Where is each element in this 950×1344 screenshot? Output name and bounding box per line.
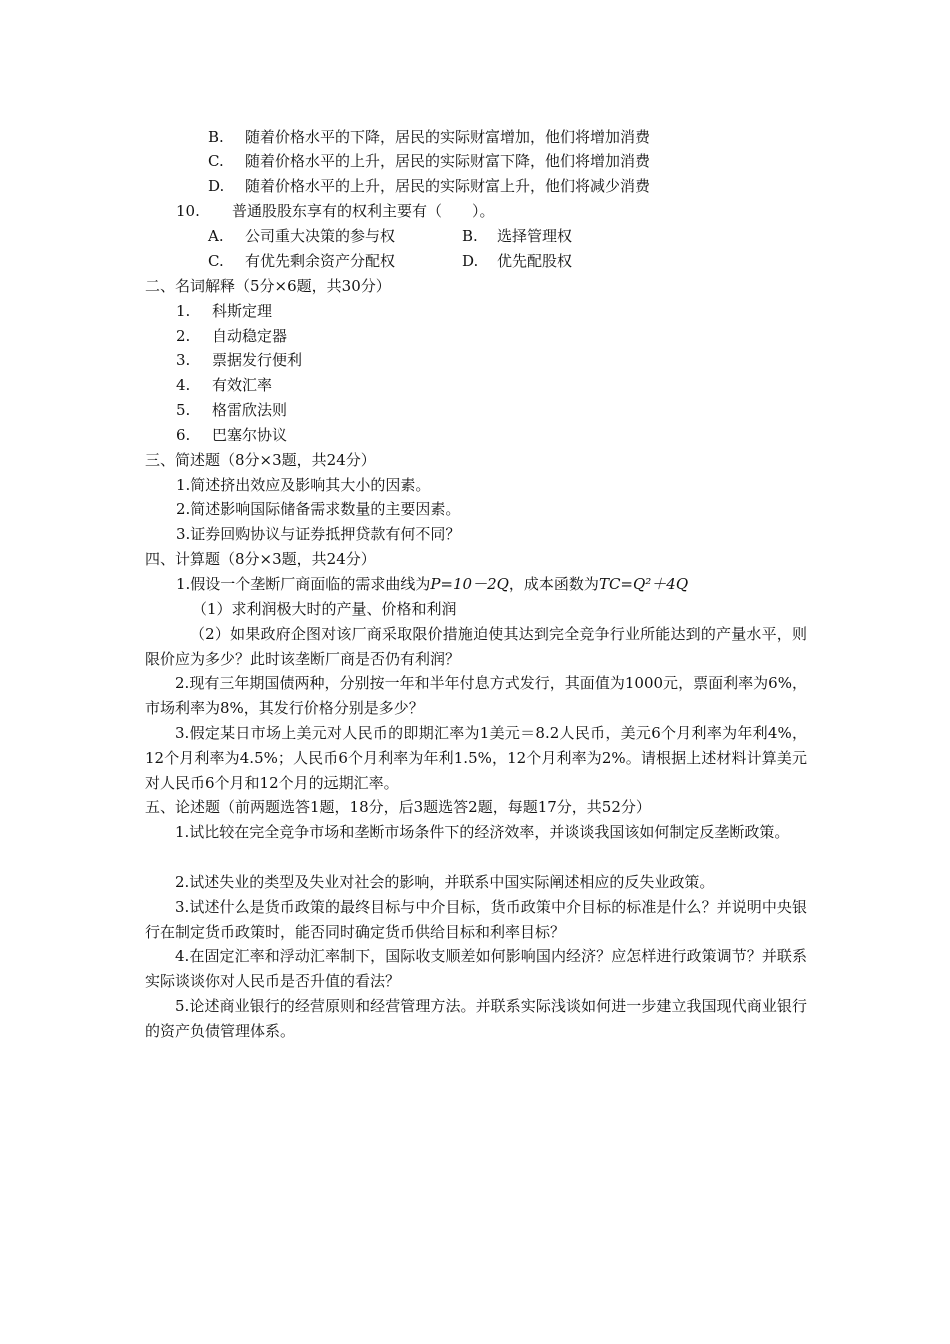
section4-q2: 2.现有三年期国债两种，分别按一年和半年付息方式发行，其面值为1000元，票面利率为6%，市场利率为8%，其发行价格分别是多少？ — [145, 674, 807, 717]
section2-item-5: 5. 格雷欣法则 — [176, 401, 288, 419]
section5-item-5: 5.论述商业银行的经营原则和经营管理方法。并联系实际浅谈如何进一步建立我国现代商业银行的资产负债管理体系。 — [145, 997, 807, 1040]
section4-q3: 3.假定某日市场上美元对人民币的即期汇率为1美元＝8.2人民币，美元6个月利率为年利4%，12个月利率为4.5%；人民币6个月利率为年利1.5%，12个月利率为2%。请根据上述材料计算美元对人民币6个月和12个月的远期汇率。 — [145, 724, 807, 792]
q10-stem: 10. 普通股股东享有的权利主要有（ ）。 — [176, 202, 495, 220]
section2-item-1: 1. 科斯定理 — [176, 302, 273, 320]
section5-heading: 五、论述题（前两题选答1题，18分，后3题选答2题，每题17分，共52分） — [145, 798, 651, 816]
section5-item-4: 4.在固定汇率和浮动汇率制下，国际收支顺差如何影响国内经济？应怎样进行政策调节？并联系实际谈谈你对人民币是否升值的看法？ — [145, 947, 807, 990]
section2-item-6: 6. 巴塞尔协议 — [176, 426, 288, 444]
section2-heading: 二、名词解释（5分×6题，共30分） — [145, 277, 391, 295]
q9-option-c: C. 随着价格水平的上升，居民的实际财富下降，他们将增加消费 — [208, 152, 651, 170]
q9-option-d: D. 随着价格水平的上升，居民的实际财富上升，他们将减少消费 — [208, 177, 651, 195]
section5-item-2: 2.试述失业的类型及失业对社会的影响，并联系中国实际阐述相应的反失业政策。 — [175, 873, 715, 891]
section4-heading: 四、计算题（8分×3题，共24分） — [145, 550, 376, 568]
section5-item-3: 3.试述什么是货币政策的最终目标与中介目标，货币政策中介目标的标准是什么？并说明中央银行在制定货币政策时，能否同时确定货币供给目标和利率目标？ — [145, 898, 807, 941]
q9-option-b: B. 随着价格水平的下降，居民的实际财富增加，他们将增加消费 — [208, 128, 651, 146]
section4-q1-sub1: （1）求利润极大时的产量、价格和利润 — [192, 600, 457, 618]
q10-option-d: D. 优先配股权 — [462, 252, 573, 270]
section5-item-1: 1.试比较在完全竞争市场和垄断市场条件下的经济效率，并谈谈我国该如何制定反垄断政策。 — [175, 823, 790, 841]
section4-q1-sub2: （2）如果政府企图对该厂商采取限价措施迫使其达到完全竞争行业所能达到的产量水平，则限价应为多少？此时该垄断厂商是否仍有利润？ — [145, 625, 807, 668]
q10-option-b: B. 选择管理权 — [462, 227, 573, 245]
demand-equation: P=10－2Q — [430, 575, 509, 593]
section3-item-2: 2.简述影响国际储备需求数量的主要因素。 — [176, 500, 461, 518]
q10-option-a: A. 公司重大决策的参与权 — [208, 227, 396, 245]
section2-item-4: 4. 有效汇率 — [176, 376, 273, 394]
section3-heading: 三、简述题（8分×3题，共24分） — [145, 451, 376, 469]
section3-item-3: 3.证券回购协议与证券抵押贷款有何不同？ — [176, 525, 461, 543]
section2-item-3: 3. 票据发行便利 — [176, 351, 303, 369]
section3-item-1: 1.简述挤出效应及影响其大小的因素。 — [176, 476, 431, 494]
q10-option-c: C. 有优先剩余资产分配权 — [208, 252, 396, 270]
section2-item-2: 2. 自动稳定器 — [176, 327, 288, 345]
cost-equation: TC=Q²＋4Q — [598, 575, 689, 593]
section4-q1: 1.假设一个垄断厂商面临的需求曲线为P=10－2Q，成本函数为TC=Q²＋4Q — [176, 575, 689, 593]
